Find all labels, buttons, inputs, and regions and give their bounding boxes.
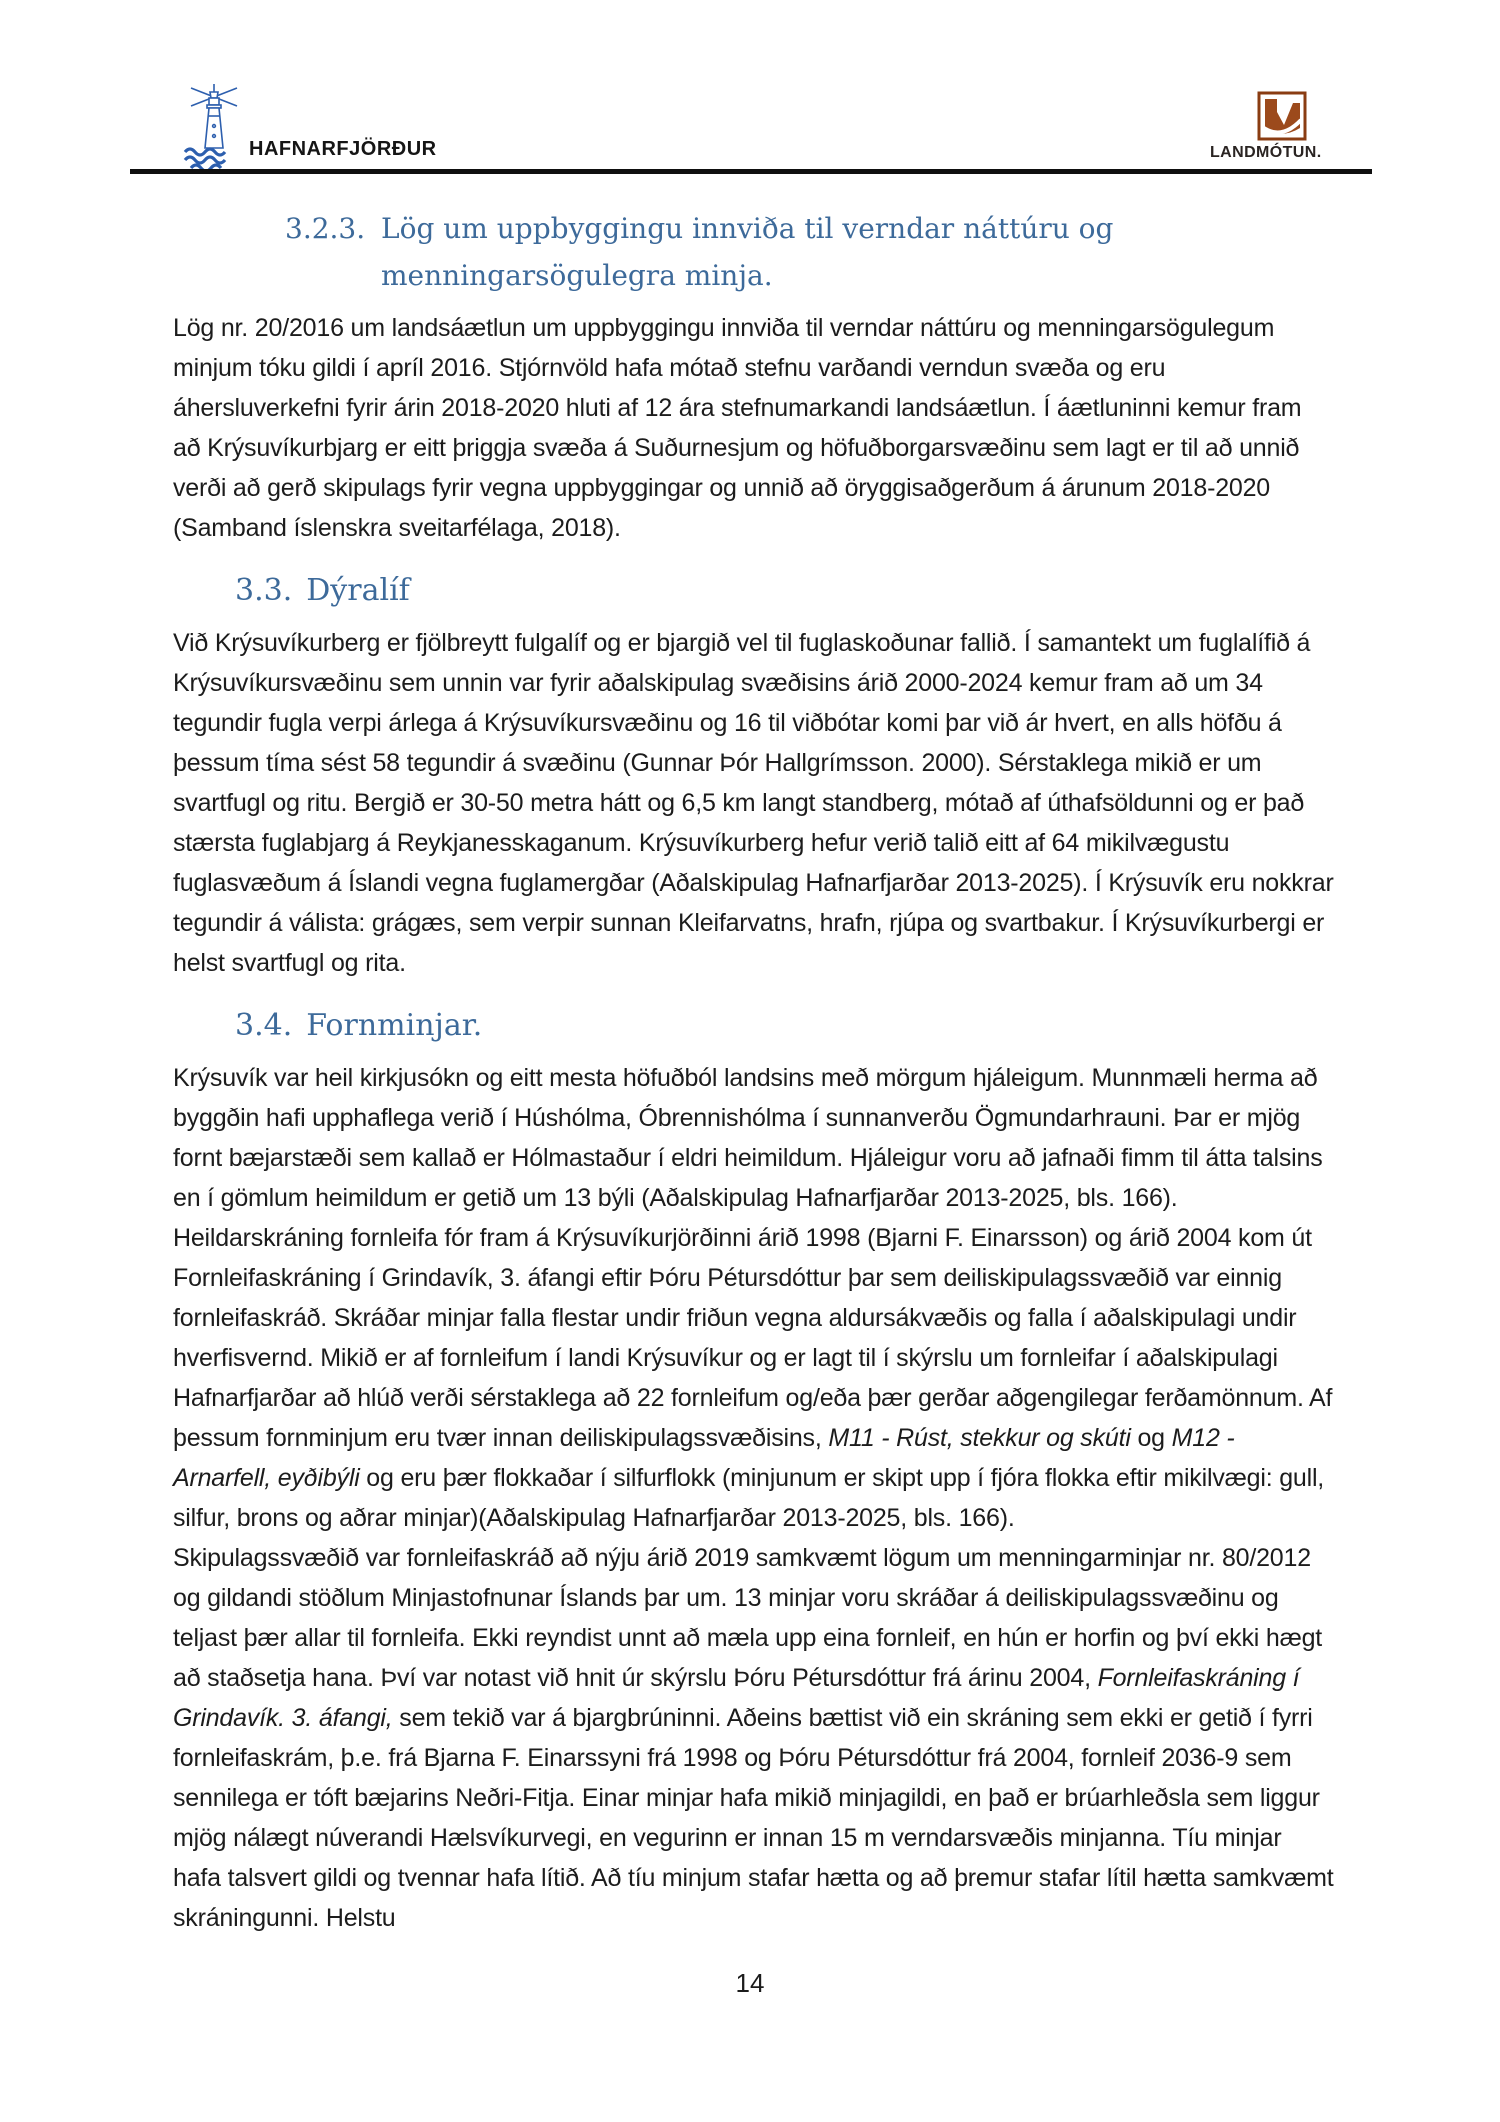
heading-number: 3.2.3.: [285, 212, 366, 245]
heading-text: Lög um uppbyggingu innviða til verndar náttúru og menningarsögulegra minja.: [381, 212, 1114, 292]
landmotun-logo-label: LANDMÓTUN.: [1210, 144, 1322, 161]
section-heading-3-4: [235, 1004, 1335, 1048]
hafnarfjordur-logo-label: HAFNARFJÖRÐUR: [249, 138, 437, 160]
hafnarfjordur-logo: [183, 84, 483, 174]
paragraph-resurvey-2019: Skipulagssvæðið var fornleifaskráð að nýju árið 2019 samkvæmt lögum um menningarminjar nr. 80/2012 og gildandi stöðlum Minjastofnunar Íslands þar um. 13 minjar voru skráðar á deiliskipulagssvæðinu og teljast þær allar til fornleifa. Ekki reyndist unnt að mæla upp eina fornleif, en hún er horfin og því ekki hægt að staðsetja hana. Því var notast við hnit úr skýrslu Þóru Pétursdóttur frá árinu 2004, Fornleifaskráning í Grindavík. 3. áfangi, sem tekið var á bjargbrúninni. Aðeins bættist við ein skráning sem ekki er getið í fyrri fornleifaskrám, þ.e. frá Bjarna F. Einarssyni frá 1998 og Þóru Pétursdóttur frá 2004, fornleif 2036-9 sem sennilega er tóft bæjarins Neðri-Fitja. Einar minjar hafa mikið minjagildi, en það er brúarhleðsla sem liggur mjög nálægt núverandi Hælsvíkurvegi, en vegurinn er innan 15 m verndarsvæðis minjanna. Tíu minjar hafa talsvert gildi og tvennar hafa lítið. Að tíu minjum stafar hætta og að þremur stafar lítil hætta samkvæmt skráningunni. Helstu: [173, 1544, 1334, 1932]
header-rule: [130, 169, 1372, 174]
paragraph-law-infrastructure: Lög nr. 20/2016 um landsáætlun um uppbyggingu innviða til verndar náttúru og menningarsögulegum minjum tóku gildi í apríl 2016. Stjórnvöld hafa mótað stefnu varðandi verndun svæða og eru áhersluverkefni fyrir árin 2018-2020 hluti af 12 ára stefnumarkandi landsáætlun. Í áætluninni kemur fram að Krýsuvíkurbjarg er eitt þriggja svæða á Suðurnesjum og höfuðborgarsvæðinu sem lagt er til að unnið verði að gerð skipulags fyrir vegna uppbyggingar og unnið að öryggisaðgerðum á árunum 2018-2020 (Samband íslenskra sveitarfélaga, 2018).: [173, 314, 1302, 542]
paragraph-wildlife: Við Krýsuvíkurberg er fjölbreytt fulgalíf og er bjargið vel til fuglaskoðunar fallið. Í samantekt um fuglalífið á Krýsuvíkursvæðinu sem unnin var fyrir aðalskipulag svæðisins árið 2000-2024 kemur fram að um 34 tegundir fugla verpi árlega á Krýsuvíkursvæðinu og 16 til viðbótar komi þar við ár hvert, en alls höfðu á þessum tíma sést 58 tegundir á svæðinu (Gunnar Þór Hallgrímsson. 2000). Sérstaklega mikið er um svartfugl og ritu. Bergið er 30-50 metra hátt og 6,5 km langt standberg, mótað af úthafsöldunni og er það stærsta fuglabjarg á Reykjanesskaganum. Krýsuvíkurberg hefur verið talið eitt af 64 mikilvægustu fuglasvæðum á Íslandi vegna fuglamergðar (Aðalskipulag Hafnarfjarðar 2013-2025). Í Krýsuvík eru nokkrar tegundir á válista: grágæs, sem verpir sunnan Kleifarvatns, hrafn, rjúpa og svartbakur. Í Krýsuvíkurbergi er helst svartfugl og rita.: [173, 629, 1334, 977]
lighthouse-icon: [183, 84, 245, 170]
section-heading-3-2-3: [285, 205, 1335, 299]
heading-number: 3.3.: [235, 573, 293, 608]
page-number: 14: [735, 1968, 765, 1998]
section-heading-3-3: [235, 569, 1335, 613]
heading-text: Fornminjar.: [306, 1008, 483, 1043]
heading-text: Dýralíf: [306, 573, 410, 608]
landmotun-logo: [1210, 90, 1340, 170]
landmotun-mark-icon: [1256, 90, 1308, 142]
paragraph-settlement-history: Krýsuvík var heil kirkjusókn og eitt mesta höfuðból landsins með mörgum hjáleigum. Munnmæli herma að byggðin hafi upphaflega verið í Húshólma, Óbrennishólma í sunnanverðu Ögmundarhrauni. Þar er mjög fornt bæjarstæði sem kallað er Hólmastaður í eldri heimildum. Hjáleigur voru að jafnaði fimm til átta talsins en í gömlum heimildum er getið um 13 býli (Aðalskipulag Hafnarfjarðar 2013-2025, bls. 166).: [173, 1064, 1323, 1212]
heading-number: 3.4.: [235, 1008, 293, 1043]
paragraph-archaeological-survey: Heildarskráning fornleifa fór fram á Krýsuvíkurjörðinni árið 1998 (Bjarni F. Einarsson) og árið 2004 kom út Fornleifaskráning í Grindavík, 3. áfangi eftir Þóru Pétursdóttur þar sem deiliskipulagssvæðið var einnig fornleifaskráð. Skráðar minjar falla flestar undir friðun vegna aldursákvæðis og falla í aðalskipulagi undir hverfisvernd. Mikið er af fornleifum í landi Krýsuvíkur og er lagt til í skýrslu um fornleifar í aðalskipulagi Hafnarfjarðar að hlúð verði sérstaklega að 22 fornleifum og/eða þær gerðar aðgengilegar ferðamönnum. Af þessum fornminjum eru tvær innan deiliskipulagssvæðisins, M11 - Rúst, stekkur og skúti og M12 - Arnarfell, eyðibýli og eru þær flokkaðar í silfurflokk (minjunum er skipt upp í fjóra flokka eftir mikilvægi: gull, silfur, brons og aðrar minjar)(Aðalskipulag Hafnarfjarðar 2013-2025, bls. 166).: [173, 1224, 1333, 1532]
document-content: [173, 175, 1335, 1938]
